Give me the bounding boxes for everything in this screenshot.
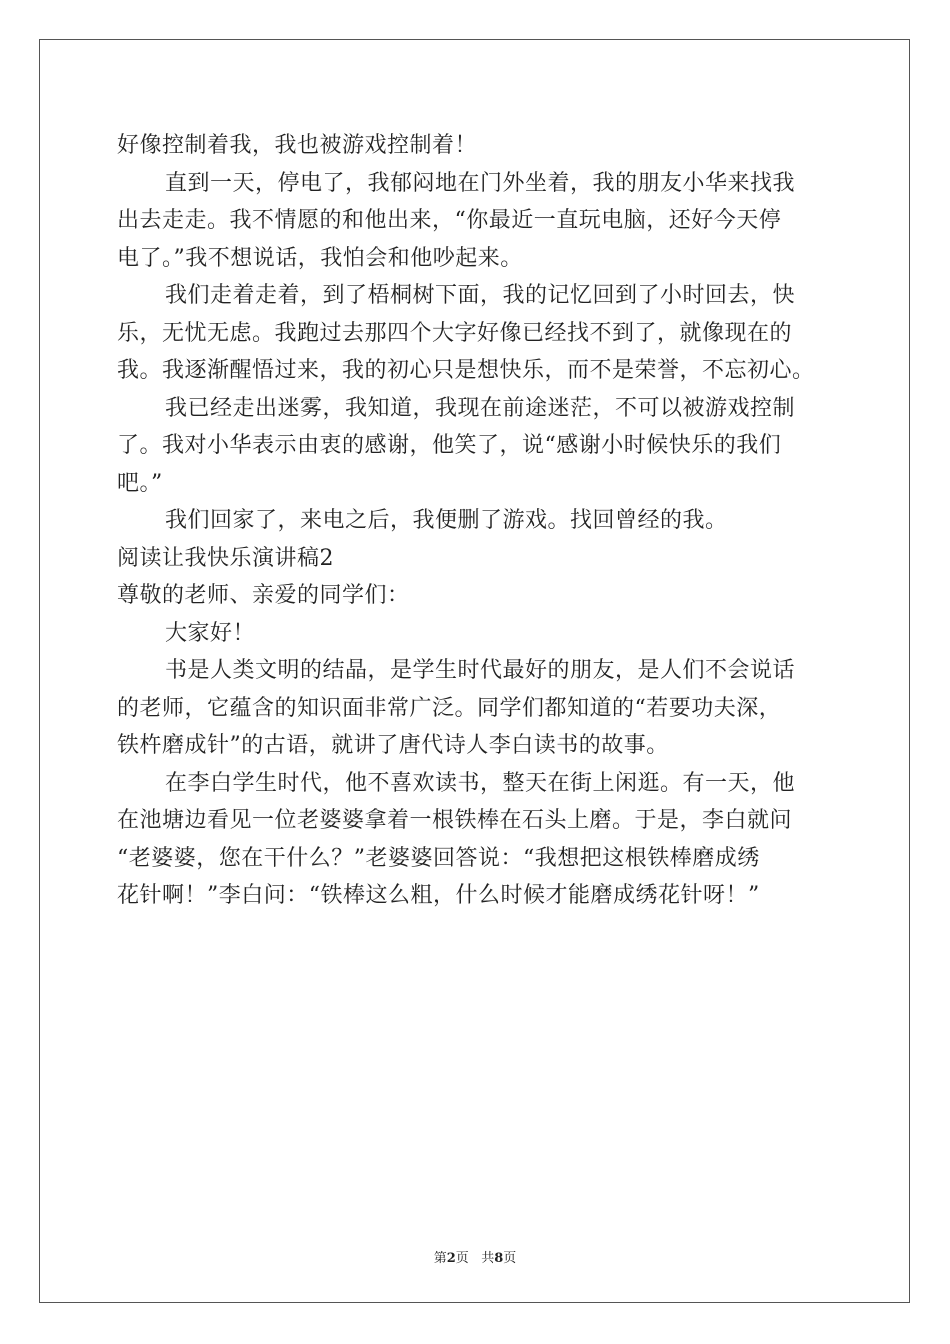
text-line: 电了。”我不想说话，我怕会和他吵起来。: [117, 245, 523, 271]
footer-prefix: 第: [433, 1251, 447, 1266]
text-line: 的老师，它蕴含的知识面非常广泛。同学们都知道的“若要功夫深，: [117, 695, 782, 721]
salutation: 尊敬的老师、亲爱的同学们：: [117, 583, 410, 608]
greeting: 大家好！: [165, 620, 256, 646]
text-line: 铁杵磨成针”的古语，就讲了唐代诗人李白读书的故事。: [117, 733, 669, 758]
footer-total-suffix: 页: [503, 1251, 517, 1266]
text-line: 我们走着走着，到了梧桐树下面，我的记忆回到了小时回去，快: [165, 283, 796, 308]
text-line: 我。我逐渐醒悟过来，我的初心只是想快乐，而不是荣誉，不忘初心。: [117, 358, 815, 383]
text-line: 直到一天，停电了，我郁闷地在门外坐着，我的朋友小华来找我: [165, 170, 796, 196]
page-footer: [0, 1247, 950, 1266]
current-page-number: 2: [446, 1251, 456, 1266]
text-line: “老婆婆，您在干什么？”老婆婆回答说：“我想把这根铁棒磨成绣: [117, 845, 760, 871]
text-line: 在李白学生时代，他不喜欢读书，整天在街上闲逛。有一天，他: [165, 770, 796, 796]
text-line: 我们回家了，来电之后，我便删了游戏。找回曾经的我。: [165, 508, 728, 533]
document-body: [117, 127, 837, 915]
text-line: 吧。”: [117, 470, 163, 496]
text-line: 出去走走。我不情愿的和他出来，“你最近一直玩电脑，还好今天停: [117, 208, 782, 233]
text-line: 好像控制着我，我也被游戏控制着！: [117, 133, 478, 158]
footer-total-prefix: 共: [481, 1251, 495, 1266]
total-page-count: 8: [494, 1251, 504, 1266]
text-line: 书是人类文明的结晶，是学生时代最好的朋友，是人们不会说话: [165, 658, 796, 683]
section-title: 阅读让我快乐演讲稿2: [117, 545, 334, 571]
text-line: 花针啊！”李白问：“铁棒这么粗，什么时候才能磨成绣花针呀！”: [117, 883, 760, 908]
text-line: 在池塘边看见一位老婆婆拿着一根铁棒在石头上磨。于是，李白就问: [117, 808, 793, 833]
text-line: 我已经走出迷雾，我知道，我现在前途迷茫，不可以被游戏控制: [165, 395, 796, 421]
text-line: 了。我对小华表示由衷的感谢，他笑了，说“感谢小时候快乐的我们: [117, 433, 782, 458]
footer-page-suffix: 页: [455, 1251, 469, 1266]
text-line: 乐，无忧无虑。我跑过去那四个大字好像已经找不到了，就像现在的: [117, 320, 793, 346]
